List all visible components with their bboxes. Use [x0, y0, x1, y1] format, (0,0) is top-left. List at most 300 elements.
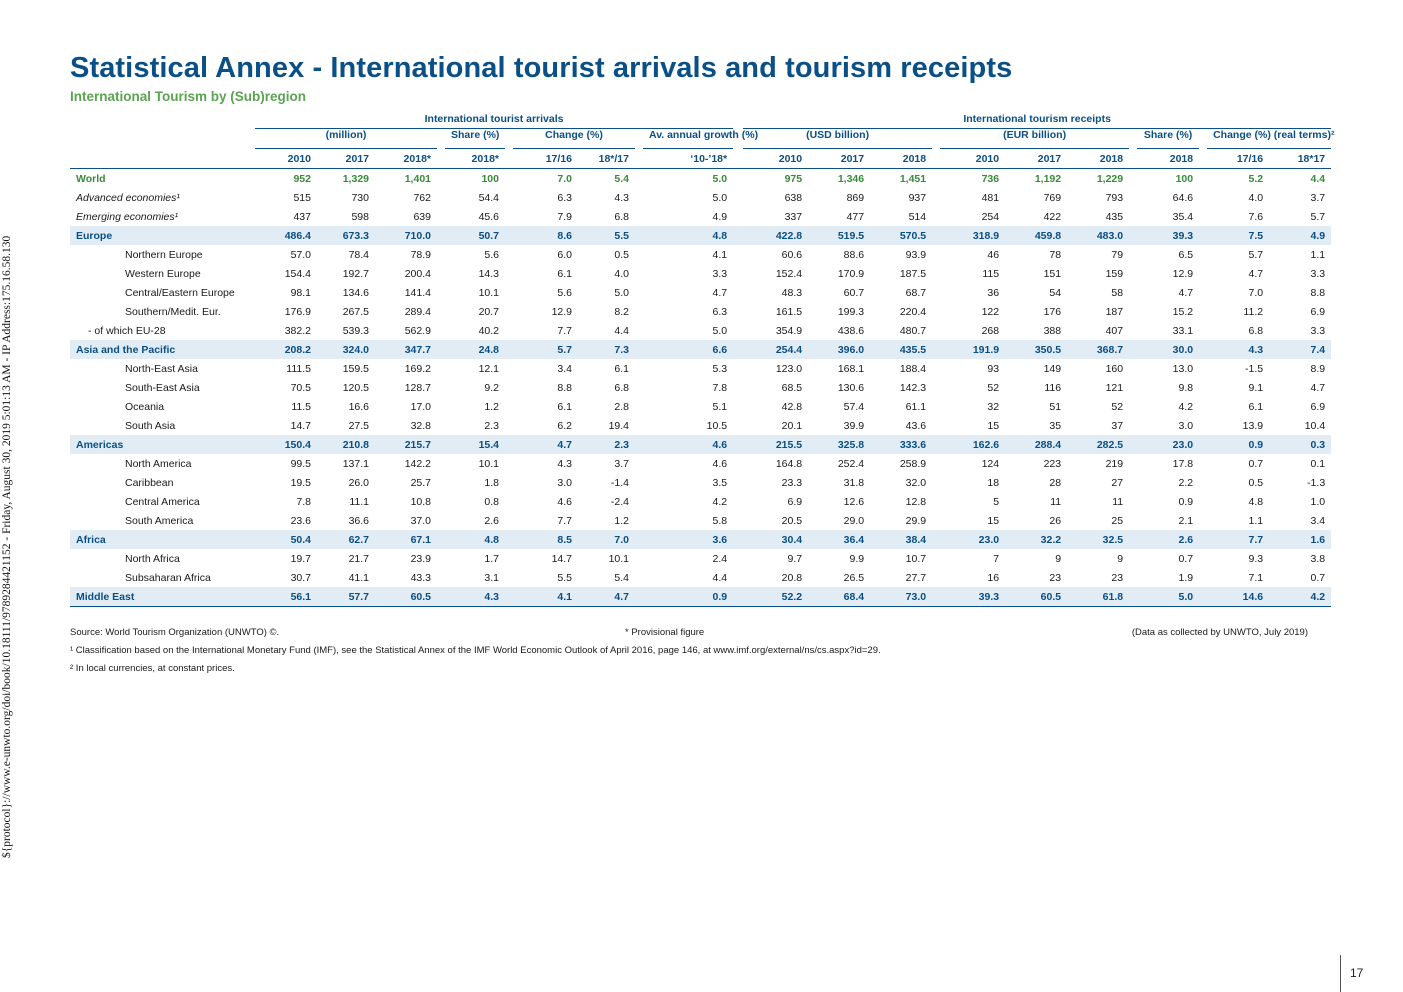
table-cell: 8.2 — [614, 305, 629, 318]
column-gap — [1129, 473, 1137, 492]
column-gap — [505, 435, 513, 454]
table-cell: 7.5 — [1207, 226, 1269, 245]
table-cell: 1,329 — [342, 172, 369, 185]
column-gap — [635, 340, 643, 359]
column-gap — [635, 492, 643, 511]
table-cell: 130.6 — [837, 381, 865, 394]
column-gap — [1199, 226, 1207, 245]
page-title: Statistical Annex - International tourist arrivals and tourism receipts — [70, 52, 1013, 84]
column-gap — [437, 264, 445, 283]
table-cell: 6.3 — [712, 305, 728, 318]
table-cell: 14.3 — [478, 267, 499, 280]
column-gap — [1129, 245, 1137, 264]
table-cell: 32.2 — [1005, 530, 1067, 549]
column-gap — [505, 359, 513, 378]
table-cell: 215.5 — [743, 435, 808, 454]
table-cell: 869 — [846, 191, 865, 204]
table-cell: 730 — [351, 191, 369, 204]
table-cell: 60.7 — [843, 286, 865, 299]
table-cell: 31.8 — [843, 476, 865, 489]
column-gap — [635, 264, 643, 283]
column-gap — [437, 149, 445, 169]
table-cell: 50.7 — [445, 226, 505, 245]
usd-header: (USD billion) — [743, 129, 932, 149]
table-cell: 8.9 — [1310, 362, 1326, 375]
row-label: South America — [125, 514, 194, 527]
column-gap — [932, 492, 940, 511]
column-gap — [635, 587, 643, 607]
column-gap — [635, 359, 643, 378]
arrivals-group-header: International tourist arrivals — [255, 109, 733, 129]
table-row — [70, 321, 1331, 340]
table-cell: 3.7 — [1310, 191, 1326, 204]
table-cell: 638 — [784, 191, 803, 204]
page-number-divider — [1340, 955, 1341, 992]
table-cell: 151 — [1043, 267, 1062, 280]
source-note: Source: World Tourism Organization (UNWTO) ©. — [70, 627, 280, 638]
column-gap — [635, 397, 643, 416]
table-cell: 1.1 — [1248, 514, 1264, 527]
table-cell: 0.7 — [1178, 552, 1194, 565]
column-gap — [437, 454, 445, 473]
table-cell: 52.2 — [743, 587, 808, 607]
column-gap — [1199, 435, 1207, 454]
row-label: Oceania — [125, 400, 165, 413]
column-gap — [437, 568, 445, 587]
column-gap — [733, 149, 743, 169]
column-gap — [932, 549, 940, 568]
column-gap — [505, 245, 513, 264]
table-cell: 9.9 — [849, 552, 865, 565]
column-gap — [437, 416, 445, 435]
table-cell: 57.0 — [290, 248, 311, 261]
table-cell: 347.7 — [375, 340, 437, 359]
column-gap — [1199, 188, 1207, 207]
table-cell: 4.4 — [614, 324, 629, 337]
column-gap — [1199, 511, 1207, 530]
table-cell: 252.4 — [837, 457, 865, 470]
table-cell: 2.4 — [712, 552, 728, 565]
table-cell: 254.4 — [743, 340, 808, 359]
column-gap — [437, 473, 445, 492]
column-gap — [505, 340, 513, 359]
column-gap — [1129, 321, 1137, 340]
table-cell: 254 — [981, 210, 1000, 223]
table-cell: 4.0 — [1248, 191, 1264, 204]
row-label: North Africa — [125, 552, 180, 565]
table-cell: 78.9 — [410, 248, 431, 261]
table-cell: 570.5 — [870, 226, 932, 245]
table-cell: 368.7 — [1067, 340, 1129, 359]
table-cell: 215.7 — [375, 435, 437, 454]
column-gap — [505, 149, 513, 169]
table-cell: 141.4 — [404, 286, 431, 299]
row-label: Asia and the Pacific — [70, 340, 255, 359]
table-cell: 60.6 — [781, 248, 803, 261]
table-cell: 2.3 — [484, 419, 499, 432]
receipts-group-header: International tourism receipts — [743, 109, 1331, 129]
table-cell: 1,346 — [837, 172, 865, 185]
column-gap — [505, 511, 513, 530]
table-cell: 100 — [1175, 172, 1194, 185]
table-row — [70, 264, 1331, 283]
column-gap — [733, 169, 743, 189]
row-label: North-East Asia — [125, 362, 198, 375]
table-cell: 176 — [1043, 305, 1062, 318]
table-cell: 288.4 — [1005, 435, 1067, 454]
table-cell: 5.6 — [484, 248, 499, 261]
column-gap — [733, 511, 743, 530]
table-cell: 37.0 — [410, 514, 431, 527]
column-gap — [505, 416, 513, 435]
table-cell: 64.6 — [1172, 191, 1194, 204]
row-label: Subsaharan Africa — [125, 571, 211, 584]
table-cell: 30.4 — [743, 530, 808, 549]
column-gap — [437, 321, 445, 340]
column-gap — [437, 435, 445, 454]
table-cell: 3.4 — [557, 362, 572, 375]
table-row — [70, 283, 1331, 302]
table-cell: 27 — [1111, 476, 1124, 489]
table-row — [70, 245, 1331, 264]
row-label: Southern/Medit. Eur. — [125, 305, 221, 318]
column-gap — [733, 359, 743, 378]
column-gap — [932, 302, 940, 321]
column-gap — [635, 188, 643, 207]
table-cell: 6.6 — [643, 340, 733, 359]
year-header-cell: 2018* — [375, 149, 437, 169]
statistical-annex-table — [70, 109, 1335, 607]
column-gap — [635, 302, 643, 321]
table-cell: 36 — [987, 286, 1000, 299]
row-label: Europe — [70, 226, 255, 245]
table-cell: 43.6 — [905, 419, 927, 432]
column-gap — [1129, 169, 1137, 189]
table-cell: 5.7 — [1310, 210, 1326, 223]
column-gap — [1199, 169, 1207, 189]
table-cell: 333.6 — [870, 435, 932, 454]
table-row — [70, 549, 1331, 568]
table-cell: 769 — [1043, 191, 1062, 204]
table-cell: 2.2 — [1178, 476, 1194, 489]
table-cell: 486.4 — [255, 226, 317, 245]
row-label: Advanced economies¹ — [76, 191, 180, 204]
table-cell: 6.8 — [1248, 324, 1264, 337]
column-gap — [635, 454, 643, 473]
table-cell: 32.0 — [905, 476, 927, 489]
table-cell: 19.5 — [290, 476, 311, 489]
table-cell: 56.1 — [255, 587, 317, 607]
column-gap — [437, 492, 445, 511]
table-cell: 3.0 — [557, 476, 572, 489]
table-cell: 15 — [987, 514, 1000, 527]
row-label: Emerging economies¹ — [76, 210, 179, 223]
table-cell: 93.9 — [905, 248, 927, 261]
table-cell: 208.2 — [255, 340, 317, 359]
table-row — [70, 435, 1331, 454]
table-cell: 4.0 — [614, 267, 629, 280]
table-cell: 4.8 — [643, 226, 733, 245]
table-cell: 11.1 — [349, 495, 369, 508]
table-cell: 7.9 — [557, 210, 572, 223]
column-gap — [932, 321, 940, 340]
column-gap — [932, 264, 940, 283]
table-cell: 3.0 — [1178, 419, 1194, 432]
table-cell: 32.5 — [1067, 530, 1129, 549]
table-cell: 435 — [1105, 210, 1124, 223]
column-gap — [733, 302, 743, 321]
column-gap — [1129, 302, 1137, 321]
column-gap — [932, 340, 940, 359]
table-cell: 5.0 — [1137, 587, 1199, 607]
table-cell: 5.4 — [614, 571, 629, 584]
table-cell: 325.8 — [808, 435, 870, 454]
column-gap — [1199, 416, 1207, 435]
table-cell: 337 — [784, 210, 803, 223]
table-cell: 2.3 — [578, 435, 635, 454]
column-gap — [635, 245, 643, 264]
table-cell: 24.8 — [445, 340, 505, 359]
row-label: - of which EU-28 — [88, 324, 166, 337]
row-label: Caribbean — [125, 476, 174, 489]
table-cell: 122 — [981, 305, 1000, 318]
table-cell: 6.9 — [1310, 400, 1326, 413]
table-cell: 187 — [1105, 305, 1124, 318]
table-cell: 52 — [987, 381, 1000, 394]
table-cell: 268 — [981, 324, 1000, 337]
table-cell: 12.1 — [478, 362, 499, 375]
table-cell: 0.9 — [1178, 495, 1194, 508]
year-header-cell: 2018 — [1137, 149, 1199, 169]
table-cell: 78.4 — [348, 248, 369, 261]
column-gap — [505, 207, 513, 226]
table-cell: 4.9 — [712, 210, 728, 223]
year-header-cell: 17/16 — [1207, 149, 1269, 169]
column-gap — [1129, 511, 1137, 530]
table-cell: 3.3 — [712, 267, 728, 280]
column-gap — [932, 473, 940, 492]
table-cell: 3.7 — [614, 457, 629, 470]
column-gap — [1199, 549, 1207, 568]
table-cell: 219 — [1105, 457, 1124, 470]
table-cell: 1.1 — [1310, 248, 1326, 261]
table-cell: 6.8 — [614, 381, 629, 394]
table-cell: 7.0 — [557, 172, 572, 185]
table-cell: 0.3 — [1269, 435, 1331, 454]
table-cell: 5.2 — [1248, 172, 1264, 185]
column-gap — [505, 397, 513, 416]
footnote-1: ¹ Classification based on the International Monetary Fund (IMF), see the Statistical Annex of the IMF World Economic Outlook of April 2016, page 146, at www.imf.org/external/ns/cs.aspx?id=29. — [70, 645, 881, 656]
table-cell: 30.7 — [290, 571, 311, 584]
table-cell: 1,192 — [1034, 172, 1062, 185]
column-gap — [932, 245, 940, 264]
table-cell: 61.8 — [1067, 587, 1129, 607]
table-cell: 318.9 — [940, 226, 1005, 245]
row-label: Central/Eastern Europe — [125, 286, 235, 299]
year-header-cell: 2017 — [1005, 149, 1067, 169]
table-cell: 5.3 — [712, 362, 728, 375]
column-gap — [437, 245, 445, 264]
column-gap — [932, 169, 940, 189]
table-cell: 7.4 — [1269, 340, 1331, 359]
table-cell: 41.1 — [348, 571, 369, 584]
column-gap — [1199, 359, 1207, 378]
table-cell: 11.2 — [1243, 305, 1264, 318]
column-gap — [505, 321, 513, 340]
table-cell: 7.0 — [1248, 286, 1264, 299]
year-header-cell: 2018 — [870, 149, 932, 169]
column-gap — [733, 340, 743, 359]
table-cell: 39.3 — [1137, 226, 1199, 245]
table-cell: 1.2 — [484, 400, 499, 413]
table-cell: 4.7 — [578, 587, 635, 607]
download-watermark: ${protocol}://www.e-unwto.org/doi/book/10.18111/9789284421152 - Friday, August 30, 2019 5:01:13 AM - IP Address:175.16.58.130 — [1, 235, 13, 858]
column-gap — [1199, 149, 1207, 169]
table-cell: 5 — [993, 495, 1000, 508]
table-cell: 4.7 — [1178, 286, 1194, 299]
table-cell: 1.7 — [484, 552, 499, 565]
table-cell: 710.0 — [375, 226, 437, 245]
year-header-cell: 2010 — [743, 149, 808, 169]
table-cell: 16 — [987, 571, 1000, 584]
table-cell: 0.7 — [1248, 457, 1264, 470]
column-gap — [1199, 245, 1207, 264]
column-gap — [932, 454, 940, 473]
column-gap — [437, 549, 445, 568]
table-cell: 6.1 — [1248, 400, 1264, 413]
table-cell: 4.3 — [1207, 340, 1269, 359]
column-gap — [932, 416, 940, 435]
column-gap — [932, 530, 940, 549]
column-gap — [733, 530, 743, 549]
table-cell: 4.3 — [614, 191, 629, 204]
column-gap — [1129, 226, 1137, 245]
table-cell: 354.9 — [775, 324, 803, 337]
table-cell: 187.5 — [899, 267, 927, 280]
column-gap — [932, 359, 940, 378]
table-cell: 5.0 — [712, 324, 728, 337]
column-gap — [1199, 378, 1207, 397]
table-cell: 12.9 — [1172, 267, 1194, 280]
table-cell: 6.3 — [557, 191, 572, 204]
row-label: Central America — [125, 495, 200, 508]
column-gap — [635, 378, 643, 397]
table-cell: 639 — [413, 210, 431, 223]
year-header-cell: 2018 — [1067, 149, 1129, 169]
table-cell: 5.7 — [1248, 248, 1264, 261]
table-cell: 162.6 — [940, 435, 1005, 454]
table-cell: -1.4 — [610, 476, 629, 489]
column-gap — [505, 568, 513, 587]
year-header-label — [70, 149, 255, 169]
table-row — [70, 454, 1331, 473]
table-row — [70, 188, 1331, 207]
table-cell: 79 — [1111, 248, 1124, 261]
column-gap — [1129, 188, 1137, 207]
table-cell: 36.6 — [348, 514, 369, 527]
table-cell: 70.5 — [290, 381, 311, 394]
column-gap — [635, 169, 643, 189]
table-cell: 29.9 — [905, 514, 927, 527]
table-cell: 562.9 — [404, 324, 431, 337]
table-cell: 10.4 — [1304, 419, 1326, 432]
table-cell: 5.4 — [614, 172, 629, 185]
table-cell: 438.6 — [837, 324, 865, 337]
table-row — [70, 378, 1331, 397]
column-gap — [437, 340, 445, 359]
table-cell: 8.6 — [513, 226, 578, 245]
year-header-cell: 2017 — [317, 149, 375, 169]
table-cell: 4.2 — [1178, 400, 1194, 413]
table-cell: 62.7 — [317, 530, 375, 549]
table-cell: 459.8 — [1005, 226, 1067, 245]
table-cell: 0.1 — [1310, 457, 1326, 470]
table-cell: 78 — [1049, 248, 1062, 261]
collection-note: (Data as collected by UNWTO, July 2019) — [1131, 627, 1308, 638]
table-cell: 199.3 — [837, 305, 865, 318]
column-gap — [733, 283, 743, 302]
column-gap — [505, 549, 513, 568]
table-cell: 20.1 — [781, 419, 803, 432]
table-cell: 1.8 — [484, 476, 499, 489]
table-cell: 46 — [987, 248, 1000, 261]
table-cell: 2.1 — [1178, 514, 1194, 527]
column-gap — [733, 587, 743, 607]
column-gap — [1129, 378, 1137, 397]
footnote-2: ² In local currencies, at constant prices. — [70, 663, 235, 674]
table-cell: 1.9 — [1178, 571, 1194, 584]
table-cell: 176.9 — [284, 305, 311, 318]
table-cell: 48.3 — [781, 286, 803, 299]
table-cell: 60.5 — [1005, 587, 1067, 607]
table-cell: 60.5 — [375, 587, 437, 607]
table-cell: 9.2 — [484, 381, 499, 394]
table-cell: 4.4 — [1310, 172, 1326, 185]
table-cell: 6.1 — [557, 400, 572, 413]
column-gap — [932, 207, 940, 226]
table-cell: 5.7 — [513, 340, 578, 359]
table-cell: 9.7 — [787, 552, 803, 565]
group-header-row — [70, 109, 1331, 129]
column-gap — [932, 587, 940, 607]
table-cell: 1,229 — [1096, 172, 1124, 185]
column-gap — [1129, 340, 1137, 359]
table-cell: 515 — [293, 191, 311, 204]
table-cell: 7.7 — [557, 514, 572, 527]
table-cell: 19.7 — [290, 552, 311, 565]
table-cell: 2.6 — [484, 514, 499, 527]
column-gap — [1199, 473, 1207, 492]
row-label: North America — [125, 457, 192, 470]
column-gap — [635, 568, 643, 587]
table-cell: 12.9 — [551, 305, 572, 318]
column-gap — [733, 188, 743, 207]
table-cell: 7.6 — [1248, 210, 1264, 223]
column-gap — [437, 378, 445, 397]
table-cell: -1.5 — [1245, 362, 1264, 375]
table-cell: 477 — [846, 210, 865, 223]
column-gap — [733, 549, 743, 568]
year-header-cell: ‘10-’18* — [643, 149, 733, 169]
table-cell: 52 — [1111, 400, 1124, 413]
table-row — [70, 302, 1331, 321]
column-gap — [932, 568, 940, 587]
year-header-cell: 18*/17 — [578, 149, 635, 169]
column-gap — [1129, 283, 1137, 302]
column-gap — [437, 397, 445, 416]
table-cell: 123.0 — [775, 362, 803, 375]
table-cell: 1.0 — [1310, 495, 1326, 508]
